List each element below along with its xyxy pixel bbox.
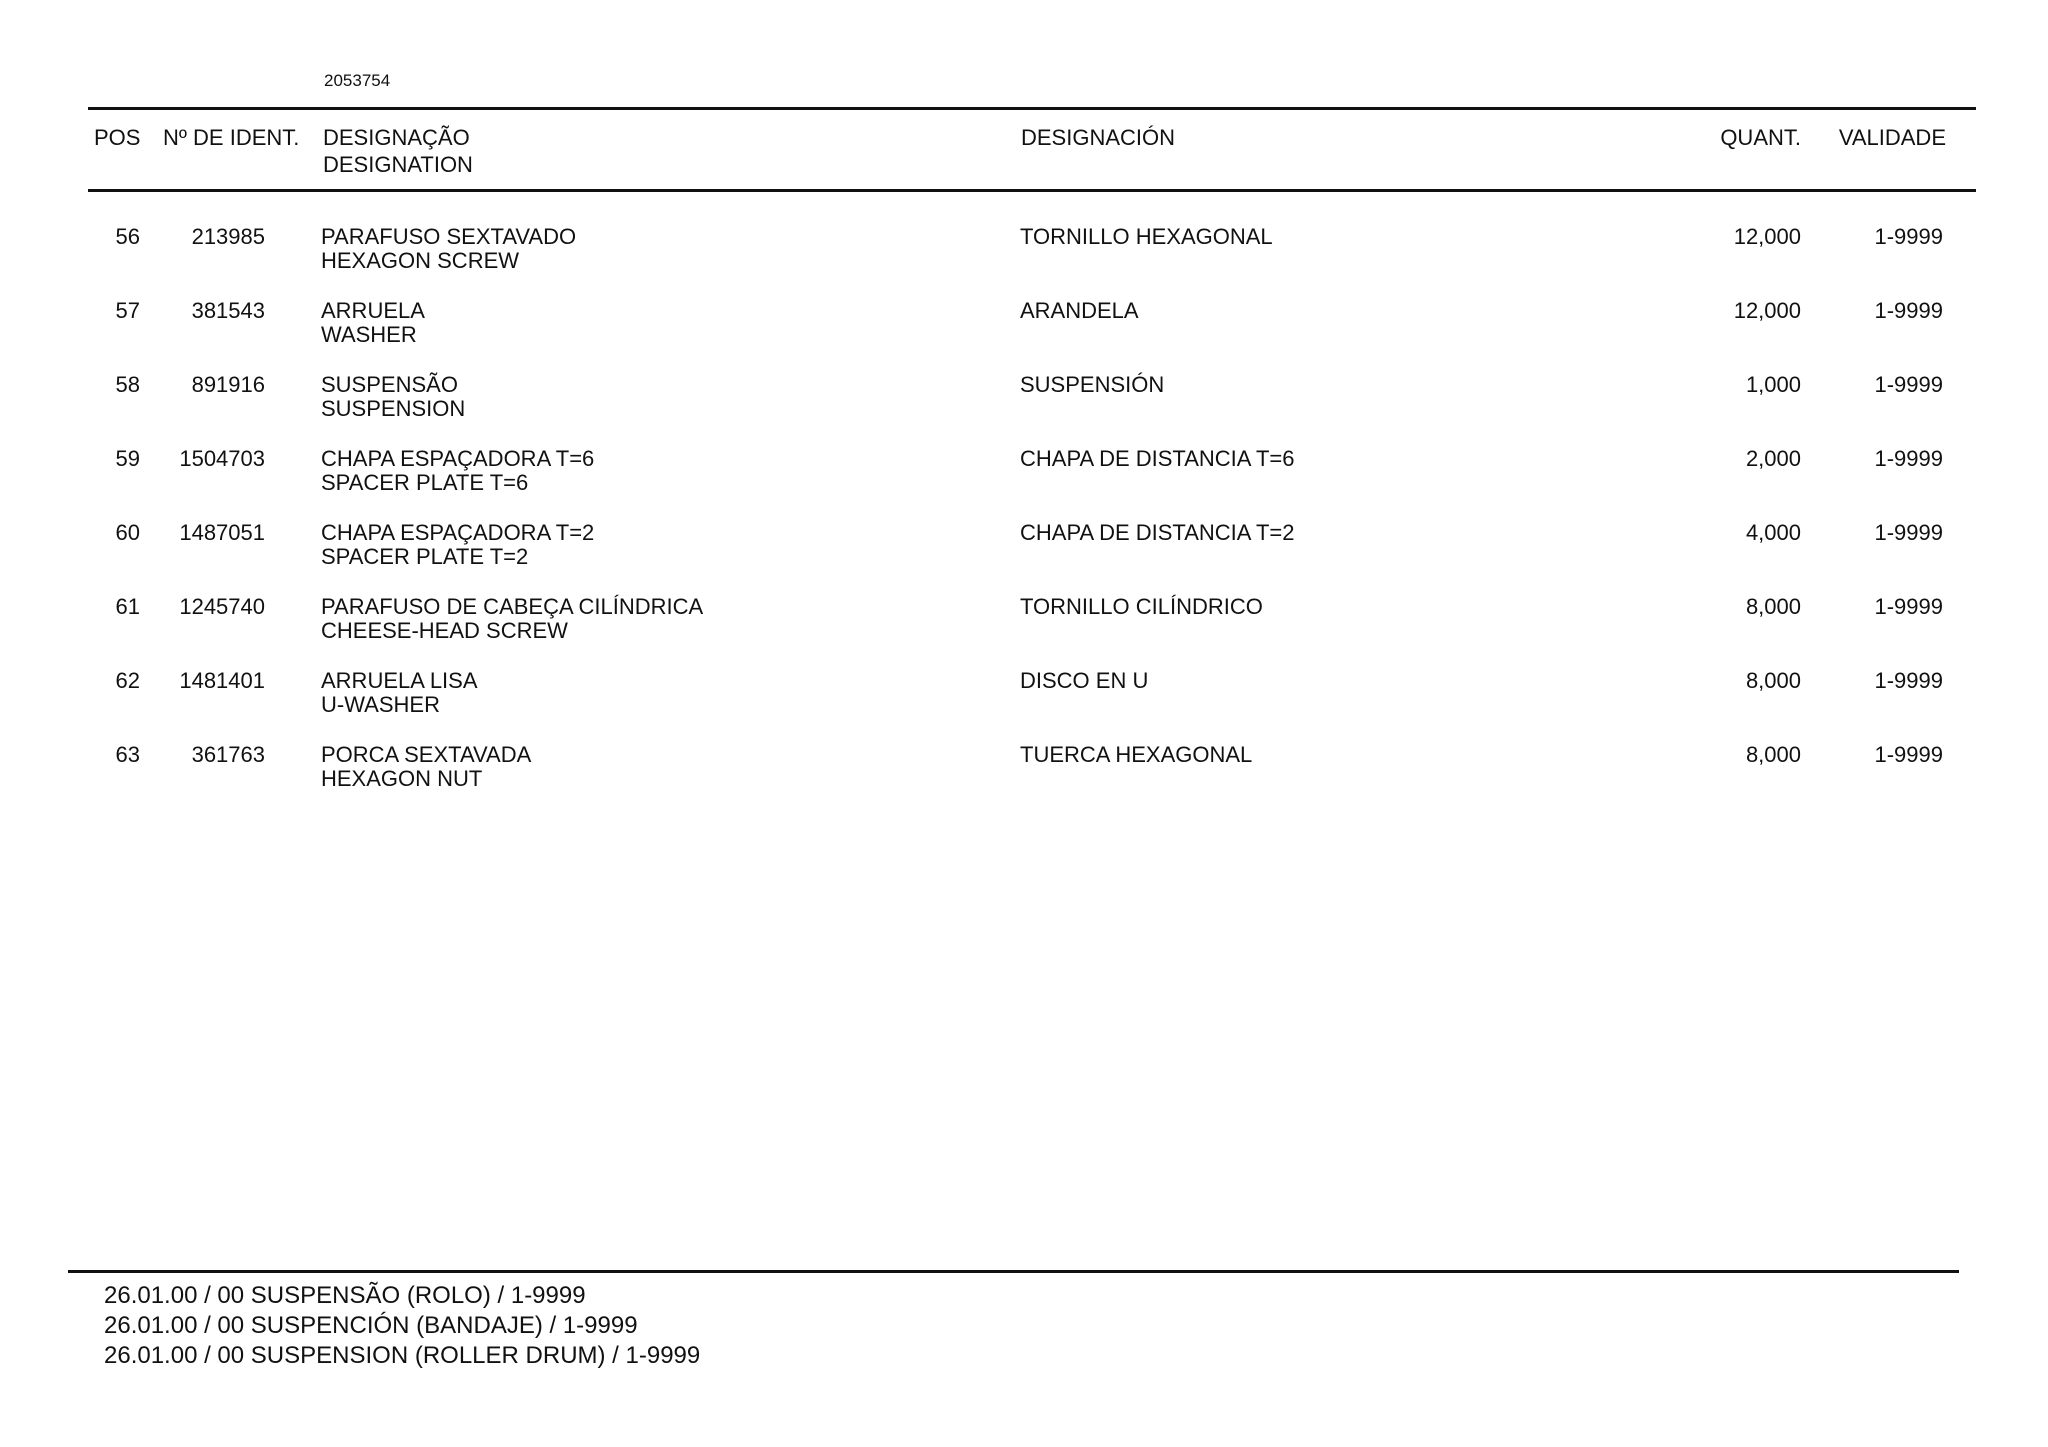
row-designation-en: WASHER	[321, 322, 417, 347]
row-designation-es: TORNILLO CILÍNDRICO	[1020, 594, 1263, 619]
row-quant: 1,000	[1745, 372, 1801, 397]
column-header-quant: QUANT.	[1720, 125, 1801, 150]
row-designation-en: CHEESE-HEAD SCREW	[321, 618, 568, 643]
row-quant: 8,000	[1745, 594, 1801, 619]
row-designation-es: DISCO EN U	[1020, 668, 1149, 693]
footer-line-en: 26.01.00 / 00 SUSPENSION (ROLLER DRUM) / 1-9999	[104, 1342, 701, 1369]
row-ident: 1487051	[179, 520, 265, 545]
row-designation-es: ARANDELA	[1020, 298, 1139, 323]
row-designation-pt: ARRUELA	[321, 298, 425, 323]
table-row	[0, 669, 2048, 723]
row-designation-en: HEXAGON SCREW	[321, 248, 520, 273]
footer-line-pt: 26.01.00 / 00 SUSPENSÃO (ROLO) / 1-9999	[104, 1282, 586, 1309]
table-row	[0, 373, 2048, 427]
row-designation-pt: SUSPENSÃO	[321, 372, 458, 397]
row-pos: 58	[115, 372, 140, 397]
column-header-designacion: DESIGNACIÓN	[1021, 125, 1176, 150]
row-ident: 1245740	[179, 594, 265, 619]
row-designation-pt: CHAPA ESPAÇADORA T=2	[321, 520, 595, 545]
row-designation-pt: CHAPA ESPAÇADORA T=6	[321, 446, 595, 471]
row-ident: 361763	[191, 742, 265, 767]
row-pos: 59	[115, 446, 140, 471]
row-validade: 1-9999	[1874, 594, 1943, 619]
row-quant: 8,000	[1745, 668, 1801, 693]
row-designation-es: SUSPENSIÓN	[1020, 372, 1165, 397]
row-designation	[321, 225, 576, 273]
header-top-rule	[88, 107, 1976, 110]
row-ident: 1481401	[179, 668, 265, 693]
table-row	[0, 447, 2048, 501]
row-validade: 1-9999	[1874, 446, 1943, 471]
row-designation-en: SPACER PLATE T=6	[321, 470, 529, 495]
column-header-designation-en: DESIGNATION	[323, 152, 473, 177]
row-quant: 2,000	[1745, 446, 1801, 471]
row-designation	[321, 669, 478, 717]
column-header-designation	[323, 124, 473, 178]
row-pos: 56	[115, 224, 140, 249]
row-designation	[321, 595, 703, 643]
column-header-pos: POS	[94, 125, 141, 150]
table-row	[0, 743, 2048, 797]
row-designation-pt: ARRUELA LISA	[321, 668, 478, 693]
row-designation-es: CHAPA DE DISTANCIA T=6	[1020, 446, 1295, 471]
document-number: 2053754	[324, 71, 391, 90]
row-designation	[321, 373, 465, 421]
row-designation-en: U-WASHER	[321, 692, 440, 717]
table-row	[0, 299, 2048, 353]
row-quant: 8,000	[1745, 742, 1801, 767]
footer-rule	[68, 1270, 1959, 1273]
column-header-designacao: DESIGNAÇÃO	[323, 125, 470, 150]
row-designation-en: HEXAGON NUT	[321, 766, 483, 791]
row-validade: 1-9999	[1874, 520, 1943, 545]
row-ident: 381543	[191, 298, 265, 323]
row-designation-es: TORNILLO HEXAGONAL	[1020, 224, 1273, 249]
row-designation-pt: PARAFUSO DE CABEÇA CILÍNDRICA	[321, 594, 704, 619]
row-quant: 4,000	[1745, 520, 1801, 545]
row-designation	[321, 447, 594, 495]
row-pos: 63	[115, 742, 140, 767]
row-validade: 1-9999	[1874, 298, 1943, 323]
row-pos: 60	[115, 520, 140, 545]
row-ident: 213985	[191, 224, 265, 249]
row-designation	[321, 743, 531, 791]
row-validade: 1-9999	[1874, 372, 1943, 397]
row-designation-es: CHAPA DE DISTANCIA T=2	[1020, 520, 1295, 545]
row-designation	[321, 299, 425, 347]
row-validade: 1-9999	[1874, 224, 1943, 249]
header-bottom-rule	[88, 189, 1976, 192]
table-row	[0, 595, 2048, 649]
row-pos: 62	[115, 668, 140, 693]
table-row	[0, 225, 2048, 279]
footer-line-es: 26.01.00 / 00 SUSPENCIÓN (BANDAJE) / 1-9999	[104, 1312, 638, 1339]
row-pos: 61	[115, 594, 140, 619]
row-pos: 57	[115, 298, 140, 323]
row-designation-es: TUERCA HEXAGONAL	[1020, 742, 1253, 767]
row-designation-en: SUSPENSION	[321, 396, 466, 421]
column-header-validade: VALIDADE	[1838, 125, 1946, 150]
row-designation-pt: PORCA SEXTAVADA	[321, 742, 532, 767]
row-quant: 12,000	[1733, 224, 1801, 249]
row-designation-pt: PARAFUSO SEXTAVADO	[321, 224, 577, 249]
column-header-ident: Nº DE IDENT.	[163, 125, 300, 150]
row-validade: 1-9999	[1874, 668, 1943, 693]
row-designation	[321, 521, 594, 569]
row-ident: 1504703	[179, 446, 265, 471]
row-validade: 1-9999	[1874, 742, 1943, 767]
row-ident: 891916	[191, 372, 265, 397]
row-quant: 12,000	[1733, 298, 1801, 323]
table-row	[0, 521, 2048, 575]
footer-assembly-references	[104, 1281, 700, 1371]
row-designation-en: SPACER PLATE T=2	[321, 544, 529, 569]
